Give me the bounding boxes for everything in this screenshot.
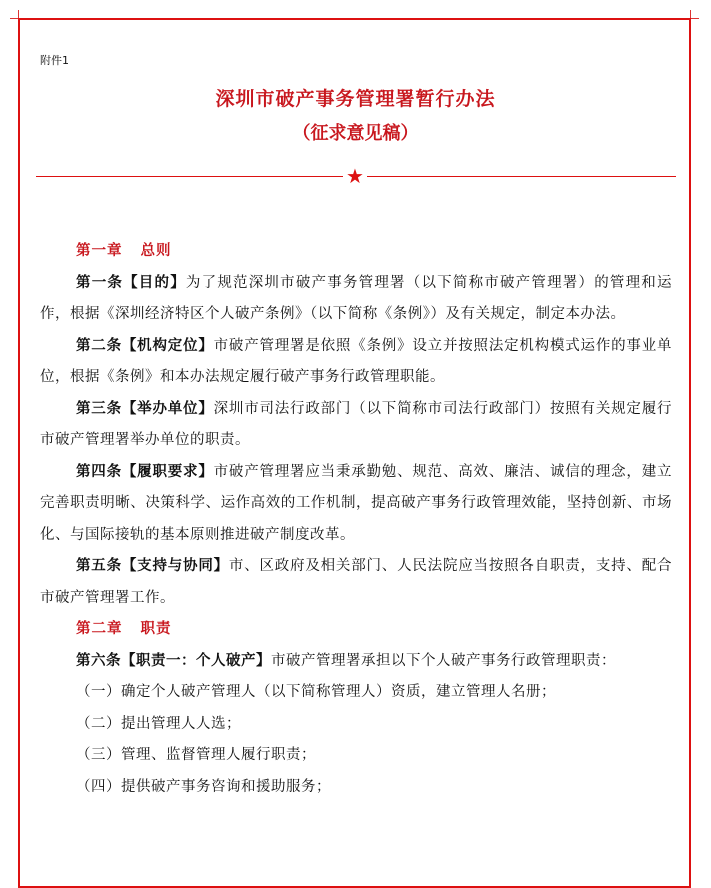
list-item: （三）管理、监督管理人履行职责； <box>76 747 316 763</box>
article-text: 市破产管理署承担以下个人破产事务行政管理职责： <box>271 652 616 669</box>
article-text: 为了规范深圳市破产事务管理署（以下简称市破产管理署）的管理和运作，根据《深圳经济特区个人破产条例》（以下简称《条例》）及有关规定，制定本办法。 <box>40 274 673 322</box>
chapter-name: 职责 <box>140 621 172 637</box>
article-heading: 第二条【机构定位】 <box>76 337 214 354</box>
article-text: 市破产管理署应当秉承勤勉、规范、高效、廉洁、诚信的理念，建立完善职责明晰、决策科学、运作高效的工作机制，提高破产事务行政管理效能，坚持创新、市场化、与国际接轨的基本原则推进破产制度改革。 <box>40 463 673 543</box>
article-paragraph <box>40 646 672 678</box>
list-item: （二）提出管理人人选； <box>76 715 241 732</box>
article-heading: 第五条【支持与协同】 <box>76 558 229 574</box>
document-subtitle: （征求意见稿） <box>292 123 419 144</box>
chapter-number: 第一章 <box>76 243 123 259</box>
article-paragraph <box>40 394 672 457</box>
document-title: 深圳市破产事务管理署暂行办法 <box>215 88 496 110</box>
document-body <box>40 236 672 803</box>
article-text: 市破产管理署是依照《条例》设立并按照法定机构模式运作的事业单位，根据《条例》和本办法规定履行破产事务行政管理职能。 <box>40 337 673 385</box>
attachment-label: 附件1 <box>40 54 69 67</box>
chapter-name: 总则 <box>140 243 172 259</box>
article-heading: 第一条【目的】 <box>76 274 186 291</box>
list-item: （一）确定个人破产管理人（以下简称管理人）资质，建立管理人名册； <box>76 684 556 700</box>
list-item: （四）提供破产事务咨询和援助服务； <box>76 778 331 795</box>
article-paragraph <box>40 268 672 331</box>
article-text: 市、区政府及相关部门、人民法院应当按照各自职责，支持、配合市破产管理署工作。 <box>40 558 673 606</box>
article-text: 深圳市司法行政部门（以下简称市司法行政部门）按照有关规定履行市破产管理署举办单位的职责。 <box>40 400 673 448</box>
star-icon: ★ <box>343 163 367 189</box>
article-paragraph <box>40 551 672 614</box>
corner-mark-top-right <box>690 10 699 19</box>
chapter-heading <box>76 614 672 646</box>
article-paragraph <box>40 457 672 552</box>
chapter-heading <box>76 236 672 268</box>
chapter-number: 第二章 <box>76 621 123 637</box>
article-heading: 第六条【职责一：个人破产】 <box>76 652 271 669</box>
article-heading: 第三条【举办单位】 <box>76 400 214 417</box>
article-paragraph <box>40 331 672 394</box>
article-heading: 第四条【履职要求】 <box>76 463 214 480</box>
